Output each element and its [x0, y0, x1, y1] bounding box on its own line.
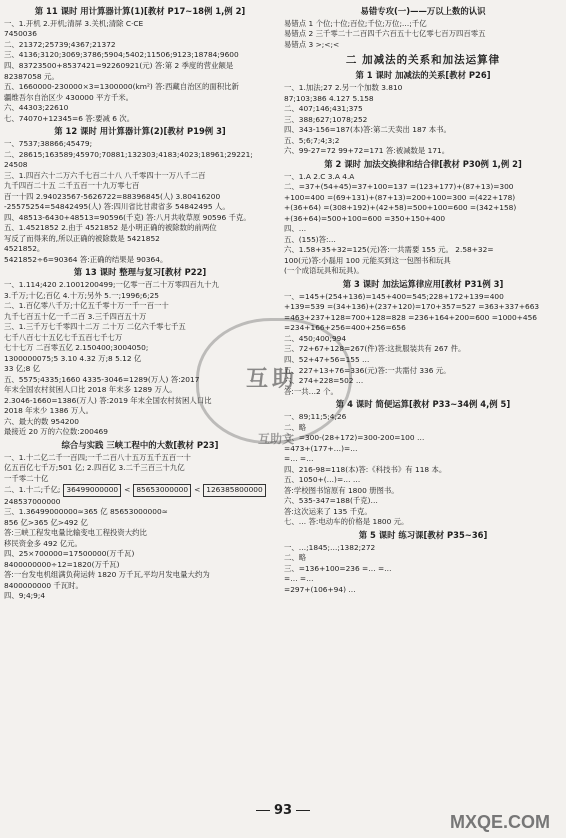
lesson-heading: 第 11 课时 用计算器计算(1)[教材 P17~18例 1,例 2]: [34, 6, 246, 16]
left-column: [4, 4, 276, 602]
answer-line: 三、=300-(28+172)=300-200=100 …: [284, 433, 425, 443]
answer-line: 二、407;146;431;375: [284, 104, 363, 114]
answer-line: 一、1.114;420 2.1001200499;一亿零一百二十万零四百九十九: [4, 280, 219, 290]
footer-watermark: MXQE.COM: [449, 812, 550, 832]
lesson-heading: 易错专攻(一)——万以上数的认识: [360, 6, 486, 16]
answer-line: 五、1050+(…)=… …: [284, 475, 361, 485]
answer-line: 三、1.36499000000≈365 亿 85653000000≈: [4, 507, 168, 517]
answer-line: 三、=136+100=236 =… =…: [284, 563, 392, 573]
lesson-heading: 第 5 课时 练习课[教材 P35~36]: [358, 529, 488, 540]
answer-line: 2.3046-1660=1386(万人) 答:2019 年末全国农村贫困人口比: [4, 395, 212, 405]
answer-line: 一、1.十二亿二千一百四;一千二百八十五万五千五百一十: [4, 452, 191, 462]
answer-line: 九千七百五十亿一千二百 3.三千四百五十万: [4, 311, 147, 321]
answer-line: 4521852。: [4, 244, 45, 254]
answer-line: 三、72+67+128=267(件)答:这批服装共有 267 件。: [284, 344, 466, 354]
answer-line: 一、7537;38866;45479;: [4, 139, 93, 148]
answer-line: 8400000000 千瓦时。: [4, 580, 83, 590]
answer-line: 33 亿;8 亿: [4, 364, 41, 374]
answer-line: (一个成语玩具和玩具)。: [284, 266, 364, 276]
answer-line: =463+237+128=700+128=828 =236+164+200=600 =1000+456: [284, 312, 537, 322]
answer-line: 四、83723500+8537421=92260921(元) 答:第 2 季度的营业额是: [4, 60, 234, 70]
answer-line: 一、89;11;5;4;26: [284, 411, 347, 421]
answer-line: 四、25×700000=17500000(万千瓦): [4, 549, 135, 559]
answer-line: 二、1.百亿零八千万;十亿五千零十万一千一百一十: [4, 301, 169, 311]
answer-line: 二、略: [284, 422, 307, 432]
answer-line: 2018 年末少 1386 万人。: [4, 406, 94, 416]
answer-line: 易错点 1 个位;十位;百位;千位;万位;…;千亿: [284, 18, 427, 28]
answer-line: 六、274+228=502 …: [284, 376, 364, 386]
lesson-heading: 第 3 课时 加法运算律应用[教材 P31例 3]: [342, 278, 504, 289]
comparison-prefix: 二、1.十二;千亿;: [4, 485, 61, 495]
answer-line: 七千八百七十五亿七千五百七千七万: [4, 332, 123, 342]
answer-line: 三、4136;3120;3069;3786;5904;5402;11506;9123;18784;9600: [4, 50, 239, 60]
answer-line: 百一十四 2.94023567-5626722=88396845(人) 3.80416200: [4, 191, 221, 201]
answer-line: 亿五百亿七千万;501 亿; 2.四百亿 3.二千三百三十九亿: [4, 463, 185, 473]
answer-line: 五、1660000-230000×3=1300000(km²) 答:西藏自治区的面积比新: [4, 82, 239, 92]
answer-line: 移民资金多 492 亿元。: [4, 538, 82, 548]
answer-line: 3.千万;十亿;百亿 4.十万;另外 5.一;1996;6;25: [4, 290, 160, 300]
answer-line: 九千四百二十五 二千五百一十九万零七百: [4, 181, 140, 191]
answer-line: =473+(177+…)=…: [284, 443, 358, 453]
answer-line: 一千零二十亿: [4, 473, 49, 483]
answer-line: =… =…: [284, 454, 314, 464]
answer-line: 一、1.A 2.C 3.A 4.A: [284, 171, 355, 181]
answer-line: 六、535-347=188(千克)…: [284, 496, 378, 506]
answer-line: +(36+64) =(308+192)+(42+58)=500+100=600 =(342+158): [284, 203, 517, 213]
answer-line: 1300000075;5 3.10 4.32 万;8 5.12 亿: [4, 353, 142, 363]
answer-line: 三、388;627;1078;252: [284, 114, 368, 124]
answer-line: 答:一台发电机组满负荷运转 1820 万千瓦,平均月发电量大约为: [4, 570, 210, 580]
answer-line: 写反了而得来的,所以正确的被除数是 5421852: [4, 233, 160, 243]
unit-title: 二 加减法的关系和加法运算律: [345, 54, 501, 67]
answer-line: 答:一共…2 个。: [284, 386, 338, 396]
answer-line: 最接近 20 万的六位数:200469: [4, 427, 108, 437]
answer-line: 答:三峡工程发电量比输变电工程投资大约比: [4, 528, 147, 538]
lesson-heading: 第 4 课时 简便运算[教材 P33~34例 4,例 5]: [335, 399, 511, 410]
answer-line: 七、74070+12345=6 答:要减 6 次。: [4, 113, 135, 123]
answer-line: 一、1.加法;27 2.另一个加数 3.810: [284, 83, 403, 93]
answer-line: 四、9;4;9;4: [4, 591, 46, 601]
answer-line: 疆维吾尔自治区少 430000 平方千米。: [4, 92, 133, 102]
answer-line: 二、21372;25739;4367;21372: [4, 39, 116, 49]
answer-line: 三、1.四百六十二万六千七百二十八 八千零四十一万八千二百: [4, 170, 206, 180]
answer-line: -25575254=54842495(人) 答:四川省比甘肃省多 54842495 人。: [4, 202, 230, 212]
answer-line: =234+166+256=400+256=656: [284, 323, 406, 333]
answer-line: 87;103;386 4.127 5.158: [284, 93, 374, 103]
answer-line: 三、1.三千万七千零四十二万 二十万 二亿六千零七千五: [4, 322, 186, 332]
answer-line: +139=539 =(34+136)+(237+120)=170+357=527 =363+337+663: [284, 302, 540, 312]
answer-line: 年末全国农村贫困人口比 2018 年末多 1289 万人。: [4, 385, 177, 395]
answer-line: 二、28615;163589;45970;70881;132303;4183;4023;18961;29221;: [4, 149, 253, 159]
answer-line: +100=400 =(69+131)+(87+13)=200+100=300 =(422+178): [284, 192, 516, 202]
answer-line: 四、52+47+56=155 …: [284, 355, 370, 364]
answer-line: 8400000000÷12=1820(万千瓦): [4, 559, 120, 569]
comparison-b2: 85653000000: [133, 484, 191, 497]
answer-line: =… =…: [284, 574, 314, 584]
answer-line: 四、216-98=118(本)答:《科技书》有 118 本。: [284, 464, 447, 474]
answer-line: 一、…;1845;…;1382;272: [284, 542, 376, 552]
answer-line: +(36+64)=500+100=600 =350+150+400: [284, 213, 446, 223]
answer-line: 五、1.4521852 2.由于 4521852 是小明正确的被除数的前两位: [4, 223, 217, 233]
answer-line: 一、=145+(254+136)=145+400=545;228+172+139=400: [284, 291, 504, 301]
answer-line: 答:学校图书馆原有 1800 册图书。: [284, 485, 399, 495]
answer-line: 五、5575;4335;1660 4335-3046=1289(万人) 答:2017: [4, 374, 200, 384]
right-column: [284, 4, 562, 595]
lesson-heading: 第 1 课时 加减法的关系[教材 P26]: [355, 70, 491, 81]
lesson-heading: 第 2 课时 加法交换律和结合律[教材 P30例 1,例 2]: [324, 158, 522, 169]
answer-line: =297+(106+94) …: [284, 584, 356, 594]
answer-line: 六、44303;22610: [4, 103, 69, 113]
answer-line: 24508: [4, 160, 28, 170]
answer-line: 易错点 2 三千零二十二百四千六百五十七亿零七百万四百零五: [284, 29, 486, 39]
answer-line: 82387058 元。: [4, 71, 59, 81]
answer-line: 100(元)答:小磊用 100 元能买到这一包图书和玩具: [284, 255, 451, 265]
comparison-s1: <: [124, 485, 131, 495]
lesson-heading: 第 12 课时 用计算器计算(2)[教材 P19例 3]: [54, 126, 226, 137]
answer-line: 五、5;6;7;4;3;2: [284, 135, 340, 145]
answer-line: 易错点 3 >;<;<: [284, 39, 340, 49]
answer-line: 答:这次运来了 135 千克。: [284, 506, 372, 516]
answer-line: 856 亿>365 亿>492 亿: [4, 517, 88, 527]
answer-line: 二、略: [284, 553, 307, 563]
answer-line: 7450036: [4, 29, 37, 39]
watermark-stamp-text-small: 互助文: [258, 432, 295, 446]
answer-line: 四、…: [284, 224, 307, 234]
answer-line: 248537000000: [4, 496, 61, 506]
answer-line: 五、(155)答:…: [284, 234, 336, 244]
answer-line: 六、1.58+35+32=125(元)答:一共需要 155 元。 2.58+32=: [284, 245, 494, 255]
answer-line: 二、=37+(54+45)=37+100=137 =(123+177)+(87+13)=300: [284, 182, 514, 192]
lesson-heading: 综合与实践 三峡工程中的大数[教材 P23]: [61, 439, 219, 450]
lesson-heading: 第 13 课时 整理与复习[教材 P22]: [73, 267, 207, 278]
comparison-b3: 126385800000: [203, 484, 265, 497]
answer-line: 四、343-156=187(本)答:第二天卖出 187 本书。: [284, 125, 451, 135]
page-number: 93: [0, 803, 566, 818]
answer-line: 四、48513-6430+48513=90596(千克) 答:八月共收草原 90596 千克。: [4, 212, 251, 222]
answer-line: 六、最大的数 954200: [4, 416, 79, 426]
watermark-stamp-text: 互助: [246, 367, 299, 392]
answer-line: 二、450;400;994: [284, 333, 347, 343]
answer-line: 五、227+13+76=336(元)答:一共需付 336 元。: [284, 365, 451, 375]
answer-line: 七、… 答:电动车的价格是 1800 元。: [284, 517, 409, 527]
comparison-line: [4, 484, 276, 497]
answer-line: 七十七万 二百零五亿 2.150400;3004050;: [4, 343, 149, 353]
comparison-b1: 36499000000: [63, 484, 121, 497]
answer-line: 一、1.开机 2.开机;清屏 3.关机;清除 C·CE: [4, 18, 144, 28]
comparison-s2: <: [194, 485, 201, 495]
answer-line: 5421852÷6=90364 答:正确的结果是 90364。: [4, 254, 168, 264]
answer-line: 六、99-27=72 99+72=171 答:被减数是 171。: [284, 146, 450, 156]
